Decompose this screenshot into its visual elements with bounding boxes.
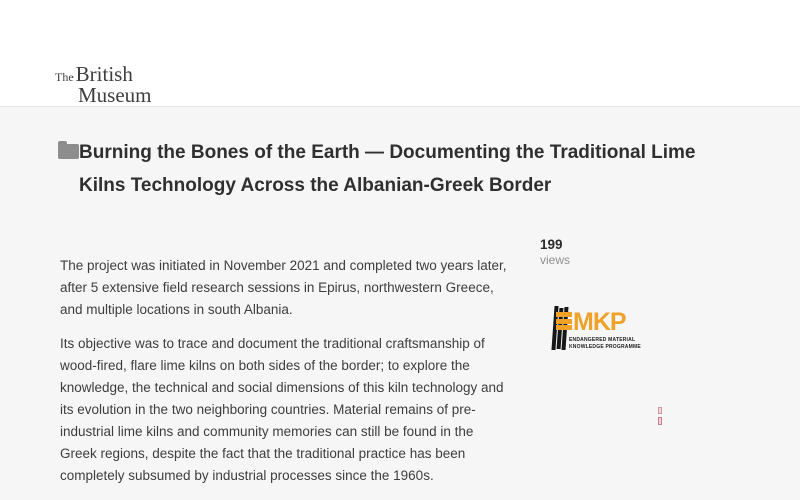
folder-icon bbox=[58, 144, 79, 159]
paragraph-1: The project was initiated in November 2021 and completed two years later, after 5 extensive field research sessions in Epirus, northwestern Greece, and multiple locations in south Albania. bbox=[60, 258, 507, 317]
british-museum-logo[interactable] bbox=[55, 62, 152, 108]
logo-the: The bbox=[55, 70, 74, 84]
emkp-e-bar-icon bbox=[556, 319, 572, 324]
site-header bbox=[0, 0, 800, 107]
emkp-wordmark: MKP bbox=[573, 307, 626, 336]
title-row bbox=[58, 136, 734, 202]
emkp-caption-line1: ENDANGERED MATERIAL bbox=[569, 337, 636, 343]
emkp-caption bbox=[569, 337, 641, 350]
emkp-caption-line2: KNOWLEDGE PROGRAMME bbox=[569, 343, 641, 350]
emkp-e-bar-icon bbox=[556, 312, 572, 317]
views-count: 199 bbox=[540, 237, 563, 252]
broken-image-icon bbox=[658, 417, 662, 425]
views-counter bbox=[540, 237, 570, 267]
page-title: Burning the Bones of the Earth — Documenting the Traditional Lime Kilns Technology Across the Albanian-Greek Border bbox=[79, 142, 696, 196]
project-description bbox=[60, 255, 510, 499]
logo-british: British bbox=[75, 62, 133, 86]
broken-image-icon bbox=[658, 407, 662, 414]
emkp-e-bar-icon bbox=[556, 325, 572, 330]
logo-museum: Museum bbox=[78, 83, 152, 107]
views-label: views bbox=[540, 253, 571, 267]
emkp-logo[interactable] bbox=[553, 306, 648, 356]
paragraph-2: Its objective was to trace and document the traditional craftsmanship of wood-fired, flare lime kilns on both sides of the border; to explore the knowledge, the technical and social dimensions of this kiln technology and its evolution in the two neighboring countries. Material remains of pre-industrial lime kilns and community memories can still be found in the Greek regions, despite the fact that the traditional practice has been completely subsumed by industrial processes since the 1960s. bbox=[60, 336, 504, 483]
